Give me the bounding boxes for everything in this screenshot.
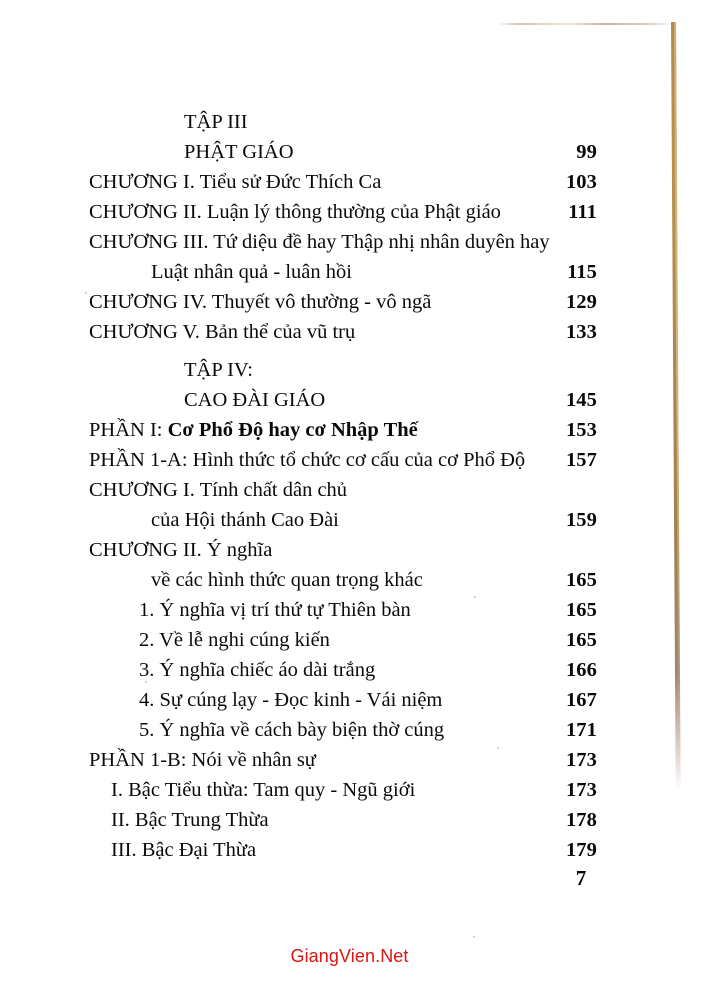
toc-entry-title: TẬP IV: [184,359,253,381]
toc-entry-title: CHƯƠNG II. Luận lý thông thường của Phật giáo [89,201,501,223]
toc-entry[interactable] [0,565,707,595]
toc-entry[interactable] [0,287,707,317]
toc-entry[interactable] [0,385,707,415]
toc-entry[interactable] [0,227,707,257]
toc-entry-title: CHƯƠNG V. Bản thể của vũ trụ [89,321,356,343]
toc-entry[interactable] [0,625,707,655]
toc-entry-title-emphasis: Cơ Phổ Độ hay cơ Nhập Thế [167,419,418,441]
toc-entry-page-number: 103 [565,171,597,193]
toc-entry-title: 2. Về lễ nghi cúng kiến [139,629,330,651]
table-of-contents [0,107,707,865]
toc-entry-title: PHẦN 1-A: Hình thức tổ chức cơ cấu của cơ Phổ Độ [89,449,526,471]
toc-entry[interactable] [0,655,707,685]
toc-entry-page-number: 145 [565,389,597,411]
toc-entry-page-number: 111 [568,201,597,223]
toc-entry-title: TẬP III [184,111,248,133]
toc-entry-title: II. Bậc Trung Thừa [111,809,269,831]
watermark: GiangVien.Net [290,946,409,966]
toc-entry-page-number: 159 [565,509,597,531]
toc-entry-page-number: 153 [565,419,597,441]
toc-entry[interactable] [0,775,707,805]
toc-entry[interactable] [0,317,707,347]
toc-entry-page-number: 165 [565,569,597,591]
toc-entry-page-number: 173 [565,779,597,801]
toc-entry-page-number: 179 [565,839,597,861]
toc-entry-title: PHẦN I: Cơ Phổ Độ hay cơ Nhập Thế [89,419,418,441]
toc-entry-title: PHẦN 1-B: Nói về nhân sự [89,749,316,771]
toc-entry[interactable] [0,197,707,227]
toc-entry-title: Luật nhân quả - luân hồi [151,261,352,283]
toc-entry[interactable] [0,355,707,385]
toc-entry[interactable] [0,835,707,865]
page-number: 7 [575,866,587,890]
toc-entry[interactable] [0,715,707,745]
toc-spacer [0,347,707,355]
toc-entry[interactable] [0,167,707,197]
toc-entry[interactable] [0,805,707,835]
toc-entry[interactable] [0,445,707,475]
toc-entry[interactable] [0,475,707,505]
toc-entry-title: PHẬT GIÁO [184,141,294,163]
toc-entry-title: về các hình thức quan trọng khác [151,569,423,591]
page-folio [0,866,707,891]
toc-entry-page-number: 173 [565,749,597,771]
toc-entry[interactable] [0,745,707,775]
toc-entry[interactable] [0,535,707,565]
scan-speck [473,936,475,938]
toc-entry[interactable] [0,137,707,167]
toc-entry-title: III. Bậc Đại Thừa [111,839,257,861]
toc-entry[interactable] [0,257,707,287]
toc-entry[interactable] [0,107,707,137]
toc-entry-page-number: 99 [576,141,597,163]
toc-entry-title: CAO ĐÀI GIÁO [184,389,326,411]
scan-artifact-top-line [497,23,673,25]
toc-entry-page-number: 115 [567,261,597,283]
toc-entry-page-number: 171 [565,719,597,741]
toc-entry-title: I. Bậc Tiểu thừa: Tam quy - Ngũ giới [111,779,416,801]
toc-entry-title: CHƯƠNG I. Tính chất dân chủ [89,479,348,501]
toc-entry-title: CHƯƠNG III. Tứ diệu đề hay Thập nhị nhân duyên hay [89,231,550,253]
toc-entry-page-number: 178 [565,809,597,831]
toc-entry[interactable] [0,415,707,445]
toc-entry-title: CHƯƠNG I. Tiểu sử Đức Thích Ca [89,171,382,193]
toc-entry-page-number: 133 [565,321,597,343]
toc-entry-page-number: 165 [565,629,597,651]
toc-entry-page-number: 165 [565,599,597,621]
toc-entry-page-number: 129 [565,291,597,313]
toc-entry-page-number: 157 [565,449,597,471]
toc-entry-title: CHƯƠNG IV. Thuyết vô thường - vô ngã [89,291,432,313]
toc-entry-title: 4. Sự cúng lạy - Đọc kinh - Vái niệm [139,689,443,711]
toc-entry-page-number: 166 [565,659,597,681]
toc-entry-page-number: 167 [565,689,597,711]
toc-entry-title: 3. Ý nghĩa chiếc áo dài trắng [139,659,376,681]
toc-entry-title: CHƯƠNG II. Ý nghĩa [89,539,273,561]
toc-entry-title: của Hội thánh Cao Đài [151,509,339,531]
toc-entry-title: 5. Ý nghĩa về cách bày biện thờ cúng [139,719,445,741]
toc-entry[interactable] [0,685,707,715]
toc-entry[interactable] [0,595,707,625]
toc-entry[interactable] [0,505,707,535]
toc-entry-title: 1. Ý nghĩa vị trí thứ tự Thiên bàn [139,599,411,621]
